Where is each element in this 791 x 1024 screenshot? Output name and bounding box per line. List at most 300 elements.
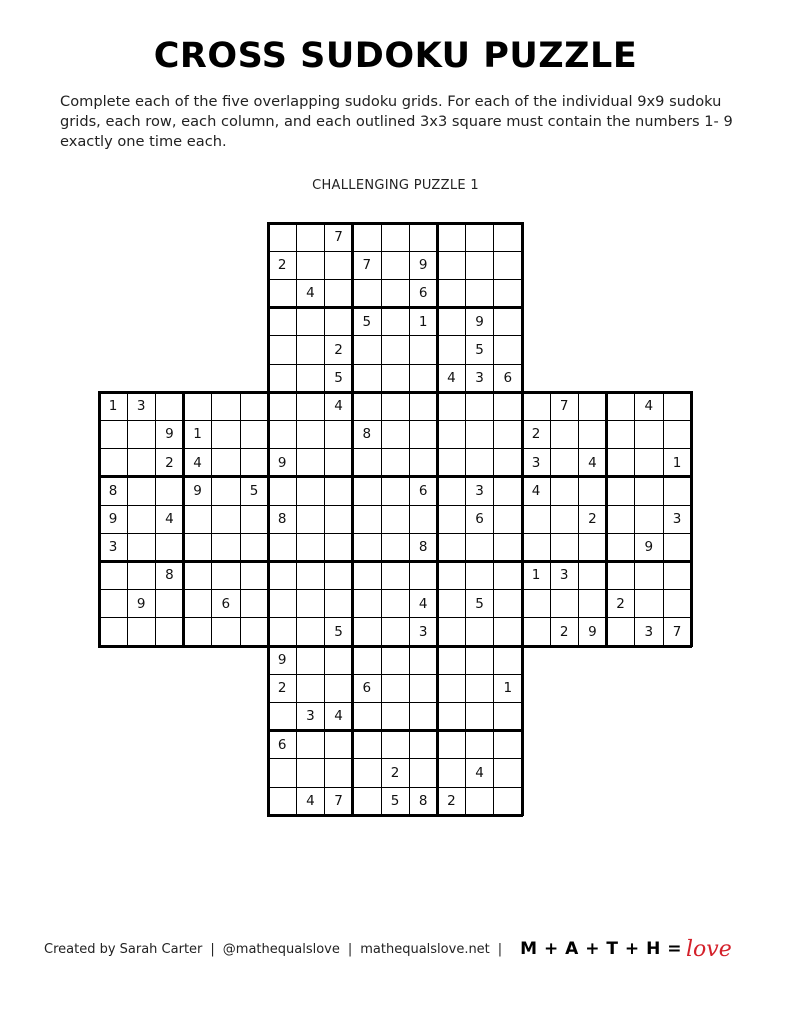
sudoku-cell[interactable] bbox=[635, 561, 663, 589]
sudoku-cell[interactable] bbox=[296, 336, 324, 364]
sudoku-cell[interactable] bbox=[296, 449, 324, 477]
sudoku-cell[interactable] bbox=[494, 251, 522, 279]
sudoku-cell[interactable] bbox=[550, 590, 578, 618]
sudoku-cell[interactable] bbox=[494, 279, 522, 307]
sudoku-cell[interactable] bbox=[240, 561, 268, 589]
sudoku-cell[interactable] bbox=[381, 279, 409, 307]
sudoku-cell[interactable] bbox=[381, 308, 409, 336]
sudoku-cell[interactable]: 6 bbox=[277, 736, 287, 753]
sudoku-cell[interactable] bbox=[607, 561, 635, 589]
sudoku-cell[interactable] bbox=[607, 618, 635, 646]
sudoku-cell[interactable] bbox=[353, 364, 381, 392]
sudoku-cell[interactable] bbox=[494, 477, 522, 505]
sudoku-cell[interactable] bbox=[353, 702, 381, 730]
sudoku-cell[interactable] bbox=[296, 392, 324, 420]
sudoku-cell[interactable] bbox=[578, 590, 606, 618]
sudoku-cell[interactable] bbox=[353, 533, 381, 561]
sudoku-cell[interactable] bbox=[240, 618, 268, 646]
sudoku-cell[interactable]: 1 bbox=[503, 680, 513, 697]
sudoku-cell[interactable] bbox=[578, 420, 606, 448]
sudoku-cell[interactable] bbox=[353, 759, 381, 787]
sudoku-cell[interactable] bbox=[325, 308, 353, 336]
sudoku-cell[interactable] bbox=[240, 590, 268, 618]
sudoku-cell[interactable] bbox=[212, 561, 240, 589]
sudoku-cell[interactable]: 9 bbox=[165, 426, 174, 443]
sudoku-cell[interactable] bbox=[409, 336, 437, 364]
sudoku-cell[interactable] bbox=[268, 533, 296, 561]
sudoku-cell[interactable]: 3 bbox=[108, 539, 118, 556]
sudoku-cell[interactable] bbox=[494, 787, 522, 815]
sudoku-cell[interactable] bbox=[353, 449, 381, 477]
sudoku-cell[interactable] bbox=[268, 618, 296, 646]
sudoku-cell[interactable]: 5 bbox=[334, 370, 343, 386]
sudoku-cell[interactable] bbox=[381, 533, 409, 561]
sudoku-cell[interactable]: 7 bbox=[362, 257, 372, 274]
sudoku-cell[interactable] bbox=[466, 731, 494, 759]
sudoku-cell[interactable]: 8 bbox=[418, 539, 428, 556]
sudoku-cell[interactable] bbox=[155, 392, 183, 420]
sudoku-cell[interactable] bbox=[127, 420, 155, 448]
sudoku-cell[interactable] bbox=[325, 505, 353, 533]
sudoku-cell[interactable] bbox=[99, 618, 127, 646]
sudoku-cell[interactable] bbox=[296, 590, 324, 618]
sudoku-cell[interactable] bbox=[353, 279, 381, 307]
sudoku-cell[interactable] bbox=[409, 561, 437, 589]
sudoku-cell[interactable] bbox=[466, 279, 494, 307]
sudoku-cell[interactable] bbox=[184, 392, 212, 420]
sudoku-cell[interactable] bbox=[184, 561, 212, 589]
sudoku-cell[interactable] bbox=[296, 505, 324, 533]
sudoku-cell[interactable] bbox=[635, 420, 663, 448]
sudoku-cell[interactable] bbox=[437, 223, 465, 251]
sudoku-cell[interactable]: 9 bbox=[193, 482, 202, 499]
sudoku-cell[interactable]: 4 bbox=[334, 708, 343, 725]
sudoku-cell[interactable] bbox=[409, 364, 437, 392]
sudoku-cell[interactable] bbox=[381, 646, 409, 674]
sudoku-cell[interactable]: 3 bbox=[559, 567, 569, 584]
sudoku-cell[interactable] bbox=[466, 420, 494, 448]
sudoku-cell[interactable] bbox=[325, 449, 353, 477]
sudoku-cell[interactable]: 5 bbox=[249, 482, 259, 499]
sudoku-cell[interactable]: 4 bbox=[306, 793, 315, 809]
sudoku-cell[interactable]: 6 bbox=[418, 482, 428, 499]
sudoku-cell[interactable] bbox=[578, 533, 606, 561]
sudoku-cell[interactable] bbox=[550, 505, 578, 533]
sudoku-cell[interactable] bbox=[127, 561, 155, 589]
sudoku-cell[interactable] bbox=[437, 590, 465, 618]
sudoku-cell[interactable] bbox=[155, 590, 183, 618]
sudoku-cell[interactable] bbox=[296, 223, 324, 251]
sudoku-cell[interactable] bbox=[578, 392, 606, 420]
sudoku-cell[interactable] bbox=[127, 449, 155, 477]
sudoku-cell[interactable] bbox=[409, 449, 437, 477]
sudoku-cell[interactable] bbox=[325, 674, 353, 702]
sudoku-cell[interactable]: 1 bbox=[418, 313, 428, 330]
sudoku-cell[interactable] bbox=[494, 420, 522, 448]
sudoku-cell[interactable] bbox=[353, 590, 381, 618]
sudoku-cell[interactable] bbox=[437, 251, 465, 279]
sudoku-cell[interactable] bbox=[409, 674, 437, 702]
sudoku-cell[interactable] bbox=[99, 420, 127, 448]
sudoku-cell[interactable] bbox=[522, 590, 550, 618]
sudoku-cell[interactable] bbox=[353, 561, 381, 589]
sudoku-cell[interactable]: 5 bbox=[362, 313, 372, 330]
sudoku-cell[interactable] bbox=[381, 702, 409, 730]
sudoku-cell[interactable]: 8 bbox=[108, 482, 118, 499]
sudoku-cell[interactable] bbox=[353, 336, 381, 364]
sudoku-cell[interactable]: 5 bbox=[390, 793, 400, 809]
sudoku-cell[interactable] bbox=[353, 646, 381, 674]
sudoku-cell[interactable] bbox=[409, 223, 437, 251]
sudoku-cell[interactable] bbox=[663, 420, 691, 448]
sudoku-cell[interactable] bbox=[325, 759, 353, 787]
sudoku-cell[interactable] bbox=[466, 787, 494, 815]
sudoku-cell[interactable] bbox=[381, 618, 409, 646]
sudoku-cell[interactable] bbox=[296, 561, 324, 589]
sudoku-cell[interactable] bbox=[550, 477, 578, 505]
sudoku-cell[interactable] bbox=[494, 590, 522, 618]
sudoku-cell[interactable] bbox=[353, 505, 381, 533]
sudoku-cell[interactable] bbox=[607, 477, 635, 505]
sudoku-cell[interactable] bbox=[437, 561, 465, 589]
sudoku-cell[interactable] bbox=[268, 561, 296, 589]
sudoku-cell[interactable]: 6 bbox=[503, 370, 513, 386]
sudoku-cell[interactable]: 4 bbox=[418, 595, 428, 612]
sudoku-cell[interactable] bbox=[466, 533, 494, 561]
sudoku-cell[interactable] bbox=[296, 533, 324, 561]
sudoku-cell[interactable]: 5 bbox=[475, 341, 484, 358]
sudoku-cell[interactable] bbox=[212, 533, 240, 561]
sudoku-cell[interactable] bbox=[381, 251, 409, 279]
sudoku-cell[interactable]: 2 bbox=[390, 764, 400, 781]
sudoku-cell[interactable]: 3 bbox=[136, 398, 146, 415]
sudoku-cell[interactable] bbox=[381, 590, 409, 618]
sudoku-cell[interactable] bbox=[607, 420, 635, 448]
sudoku-cell[interactable] bbox=[240, 420, 268, 448]
sudoku-cell[interactable] bbox=[296, 477, 324, 505]
sudoku-cell[interactable] bbox=[578, 477, 606, 505]
sudoku-cell[interactable]: 1 bbox=[193, 426, 202, 443]
sudoku-cell[interactable] bbox=[409, 759, 437, 787]
sudoku-cell[interactable] bbox=[127, 505, 155, 533]
sudoku-cell[interactable]: 2 bbox=[277, 257, 287, 274]
sudoku-cell[interactable] bbox=[155, 477, 183, 505]
sudoku-cell[interactable]: 4 bbox=[475, 764, 484, 781]
sudoku-cell[interactable] bbox=[268, 420, 296, 448]
sudoku-cell[interactable] bbox=[296, 618, 324, 646]
sudoku-cell[interactable] bbox=[325, 251, 353, 279]
sudoku-cell[interactable] bbox=[466, 702, 494, 730]
sudoku-cell[interactable] bbox=[99, 590, 127, 618]
sudoku-cell[interactable] bbox=[268, 279, 296, 307]
sudoku-cell[interactable] bbox=[409, 702, 437, 730]
sudoku-cell[interactable]: 6 bbox=[221, 595, 231, 612]
sudoku-cell[interactable] bbox=[437, 279, 465, 307]
sudoku-cell[interactable] bbox=[663, 533, 691, 561]
sudoku-cell[interactable] bbox=[296, 674, 324, 702]
sudoku-cell[interactable]: 4 bbox=[447, 370, 456, 386]
sudoku-cell[interactable] bbox=[494, 392, 522, 420]
sudoku-cell[interactable] bbox=[296, 731, 324, 759]
sudoku-cell[interactable] bbox=[663, 561, 691, 589]
sudoku-cell[interactable]: 7 bbox=[334, 229, 343, 245]
sudoku-cell[interactable] bbox=[494, 308, 522, 336]
sudoku-cell[interactable] bbox=[212, 392, 240, 420]
sudoku-cell[interactable] bbox=[437, 646, 465, 674]
sudoku-cell[interactable]: 2 bbox=[447, 793, 456, 809]
sudoku-cell[interactable]: 9 bbox=[475, 313, 484, 330]
sudoku-cell[interactable] bbox=[381, 674, 409, 702]
sudoku-cell[interactable] bbox=[437, 618, 465, 646]
sudoku-cell[interactable] bbox=[325, 561, 353, 589]
sudoku-cell[interactable] bbox=[325, 477, 353, 505]
sudoku-cell[interactable] bbox=[325, 590, 353, 618]
sudoku-cell[interactable] bbox=[494, 533, 522, 561]
sudoku-cell[interactable]: 6 bbox=[418, 285, 428, 302]
sudoku-cell[interactable]: 3 bbox=[418, 623, 428, 640]
sudoku-cell[interactable] bbox=[437, 336, 465, 364]
sudoku-cell[interactable] bbox=[437, 702, 465, 730]
sudoku-cell[interactable] bbox=[381, 364, 409, 392]
sudoku-cell[interactable] bbox=[437, 420, 465, 448]
sudoku-cell[interactable] bbox=[268, 364, 296, 392]
sudoku-cell[interactable] bbox=[494, 561, 522, 589]
sudoku-cell[interactable]: 9 bbox=[277, 652, 287, 668]
sudoku-cell[interactable] bbox=[494, 702, 522, 730]
sudoku-cell[interactable] bbox=[325, 646, 353, 674]
sudoku-cell[interactable]: 4 bbox=[334, 398, 343, 415]
sudoku-cell[interactable] bbox=[240, 449, 268, 477]
sudoku-cell[interactable] bbox=[240, 392, 268, 420]
sudoku-cell[interactable]: 2 bbox=[559, 623, 569, 640]
sudoku-cell[interactable] bbox=[522, 505, 550, 533]
sudoku-cell[interactable] bbox=[127, 533, 155, 561]
sudoku-cell[interactable] bbox=[663, 590, 691, 618]
sudoku-cell[interactable] bbox=[522, 533, 550, 561]
sudoku-cell[interactable]: 7 bbox=[559, 398, 569, 415]
sudoku-cell[interactable]: 9 bbox=[418, 257, 428, 274]
sudoku-cell[interactable]: 9 bbox=[136, 595, 146, 612]
sudoku-cell[interactable]: 3 bbox=[475, 370, 484, 386]
sudoku-cell[interactable] bbox=[99, 449, 127, 477]
sudoku-cell[interactable] bbox=[466, 674, 494, 702]
sudoku-cell[interactable] bbox=[466, 618, 494, 646]
sudoku-cell[interactable] bbox=[635, 590, 663, 618]
sudoku-cell[interactable] bbox=[381, 336, 409, 364]
sudoku-cell[interactable] bbox=[607, 505, 635, 533]
sudoku-cell[interactable] bbox=[466, 646, 494, 674]
sudoku-cell[interactable] bbox=[409, 646, 437, 674]
sudoku-cell[interactable] bbox=[607, 533, 635, 561]
sudoku-cell[interactable] bbox=[99, 561, 127, 589]
sudoku-cell[interactable] bbox=[494, 336, 522, 364]
sudoku-cell[interactable]: 5 bbox=[334, 623, 343, 640]
sudoku-cell[interactable] bbox=[437, 477, 465, 505]
sudoku-cell[interactable] bbox=[127, 618, 155, 646]
sudoku-cell[interactable] bbox=[353, 731, 381, 759]
sudoku-cell[interactable]: 1 bbox=[531, 567, 541, 584]
sudoku-cell[interactable] bbox=[466, 449, 494, 477]
sudoku-cell[interactable] bbox=[296, 759, 324, 787]
sudoku-cell[interactable] bbox=[409, 505, 437, 533]
sudoku-cell[interactable] bbox=[437, 759, 465, 787]
sudoku-cell[interactable] bbox=[550, 420, 578, 448]
sudoku-cell[interactable]: 4 bbox=[644, 398, 654, 415]
sudoku-cell[interactable] bbox=[268, 702, 296, 730]
sudoku-cell[interactable] bbox=[353, 787, 381, 815]
sudoku-cell[interactable] bbox=[212, 420, 240, 448]
grid-line bbox=[465, 306, 495, 309]
sudoku-cell[interactable] bbox=[437, 731, 465, 759]
sudoku-cell[interactable] bbox=[494, 618, 522, 646]
sudoku-cell[interactable]: 2 bbox=[334, 341, 343, 358]
sudoku-cell[interactable] bbox=[437, 505, 465, 533]
sudoku-cell[interactable] bbox=[522, 392, 550, 420]
sudoku-cell[interactable]: 7 bbox=[334, 793, 343, 809]
sudoku-cell[interactable] bbox=[212, 505, 240, 533]
sudoku-cell[interactable] bbox=[381, 477, 409, 505]
sudoku-cell[interactable]: 3 bbox=[306, 708, 315, 725]
sudoku-cell[interactable] bbox=[240, 505, 268, 533]
sudoku-cell[interactable] bbox=[268, 477, 296, 505]
sudoku-cell[interactable]: 2 bbox=[165, 454, 174, 471]
sudoku-cell[interactable] bbox=[184, 505, 212, 533]
sudoku-cell[interactable] bbox=[296, 364, 324, 392]
sudoku-cell[interactable] bbox=[381, 505, 409, 533]
sudoku-cell[interactable]: 8 bbox=[418, 793, 428, 809]
sudoku-cell[interactable] bbox=[325, 731, 353, 759]
sudoku-cell[interactable]: 8 bbox=[165, 567, 174, 584]
sudoku-cell[interactable] bbox=[437, 392, 465, 420]
sudoku-cell[interactable]: 3 bbox=[672, 511, 682, 527]
sudoku-cell[interactable] bbox=[212, 477, 240, 505]
sudoku-cell[interactable] bbox=[409, 420, 437, 448]
sudoku-cell[interactable]: 2 bbox=[531, 426, 541, 443]
sudoku-cell[interactable] bbox=[494, 731, 522, 759]
sudoku-cell[interactable] bbox=[466, 561, 494, 589]
sudoku-cell[interactable]: 4 bbox=[165, 511, 174, 527]
sudoku-cell[interactable] bbox=[240, 533, 268, 561]
grid-line bbox=[380, 814, 410, 817]
sudoku-cell[interactable] bbox=[437, 674, 465, 702]
sudoku-cell[interactable] bbox=[494, 505, 522, 533]
sudoku-cell[interactable]: 3 bbox=[531, 454, 541, 471]
sudoku-cell[interactable] bbox=[466, 251, 494, 279]
grid-line bbox=[268, 335, 297, 336]
sudoku-cell[interactable] bbox=[353, 618, 381, 646]
sudoku-cell[interactable] bbox=[353, 477, 381, 505]
sudoku-cell[interactable] bbox=[466, 223, 494, 251]
sudoku-cell[interactable]: 7 bbox=[672, 623, 682, 640]
sudoku-cell[interactable] bbox=[550, 449, 578, 477]
sudoku-cell[interactable] bbox=[635, 477, 663, 505]
sudoku-cell[interactable] bbox=[381, 392, 409, 420]
sudoku-cell[interactable]: 4 bbox=[306, 285, 315, 302]
sudoku-cell[interactable] bbox=[635, 449, 663, 477]
sudoku-cell[interactable] bbox=[663, 477, 691, 505]
sudoku-cell[interactable] bbox=[155, 533, 183, 561]
sudoku-cell[interactable] bbox=[184, 533, 212, 561]
sudoku-cell[interactable] bbox=[437, 449, 465, 477]
sudoku-cell[interactable] bbox=[353, 392, 381, 420]
sudoku-cell[interactable] bbox=[607, 449, 635, 477]
sudoku-cell[interactable] bbox=[607, 392, 635, 420]
sudoku-cell[interactable] bbox=[296, 251, 324, 279]
sudoku-cell[interactable]: 2 bbox=[616, 595, 625, 612]
sudoku-cell[interactable] bbox=[268, 759, 296, 787]
sudoku-cell[interactable] bbox=[325, 420, 353, 448]
sudoku-cell[interactable] bbox=[466, 392, 494, 420]
sudoku-cell[interactable] bbox=[268, 308, 296, 336]
sudoku-cell[interactable] bbox=[635, 505, 663, 533]
sudoku-cell[interactable] bbox=[494, 646, 522, 674]
sudoku-cell[interactable] bbox=[325, 533, 353, 561]
sudoku-cell[interactable] bbox=[381, 223, 409, 251]
sudoku-cell[interactable] bbox=[494, 223, 522, 251]
sudoku-cell[interactable] bbox=[127, 477, 155, 505]
sudoku-cell[interactable] bbox=[522, 618, 550, 646]
sudoku-cell[interactable] bbox=[268, 787, 296, 815]
sudoku-cell[interactable] bbox=[155, 618, 183, 646]
sudoku-cell[interactable] bbox=[381, 731, 409, 759]
sudoku-cell[interactable] bbox=[409, 731, 437, 759]
sudoku-cell[interactable] bbox=[578, 561, 606, 589]
sudoku-cell[interactable] bbox=[494, 449, 522, 477]
sudoku-cell[interactable]: 9 bbox=[588, 623, 597, 640]
sudoku-cell[interactable]: 3 bbox=[644, 623, 654, 640]
sudoku-cell[interactable]: 5 bbox=[475, 595, 484, 612]
sudoku-cell[interactable] bbox=[296, 420, 324, 448]
sudoku-cell[interactable]: 2 bbox=[588, 511, 597, 527]
sudoku-cell[interactable] bbox=[437, 308, 465, 336]
sudoku-cell[interactable]: 1 bbox=[672, 454, 682, 471]
sudoku-cell[interactable]: 8 bbox=[277, 511, 287, 527]
sudoku-cell[interactable] bbox=[268, 336, 296, 364]
sudoku-cell[interactable] bbox=[325, 279, 353, 307]
sudoku-cell[interactable]: 1 bbox=[108, 398, 118, 415]
sudoku-cell[interactable]: 4 bbox=[193, 454, 202, 471]
sudoku-cell[interactable] bbox=[268, 392, 296, 420]
sudoku-cell[interactable] bbox=[381, 420, 409, 448]
sudoku-cell[interactable] bbox=[381, 561, 409, 589]
sudoku-cell[interactable]: 9 bbox=[108, 511, 118, 527]
sudoku-cell[interactable] bbox=[381, 449, 409, 477]
sudoku-cell[interactable]: 9 bbox=[277, 454, 287, 471]
sudoku-cell[interactable] bbox=[212, 449, 240, 477]
sudoku-cell[interactable] bbox=[409, 392, 437, 420]
sudoku-cell[interactable]: 6 bbox=[362, 680, 372, 697]
sudoku-cell[interactable]: 4 bbox=[531, 482, 541, 499]
sudoku-cell[interactable] bbox=[296, 308, 324, 336]
sudoku-cell[interactable] bbox=[268, 590, 296, 618]
sudoku-cell[interactable] bbox=[184, 590, 212, 618]
sudoku-cell[interactable]: 8 bbox=[362, 426, 372, 443]
sudoku-cell[interactable]: 4 bbox=[588, 454, 597, 471]
sudoku-cell[interactable] bbox=[353, 223, 381, 251]
sudoku-cell[interactable] bbox=[184, 618, 212, 646]
sudoku-cell[interactable] bbox=[494, 759, 522, 787]
sudoku-cell[interactable] bbox=[212, 618, 240, 646]
sudoku-cell[interactable] bbox=[296, 646, 324, 674]
sudoku-cell[interactable]: 6 bbox=[475, 511, 484, 527]
sudoku-cell[interactable] bbox=[437, 533, 465, 561]
sudoku-cell[interactable] bbox=[268, 223, 296, 251]
sudoku-cell[interactable]: 3 bbox=[475, 482, 484, 499]
sudoku-cell[interactable]: 9 bbox=[644, 539, 654, 556]
sudoku-cell[interactable] bbox=[663, 392, 691, 420]
sudoku-cell[interactable]: 2 bbox=[277, 680, 287, 697]
sudoku-cell[interactable] bbox=[550, 533, 578, 561]
